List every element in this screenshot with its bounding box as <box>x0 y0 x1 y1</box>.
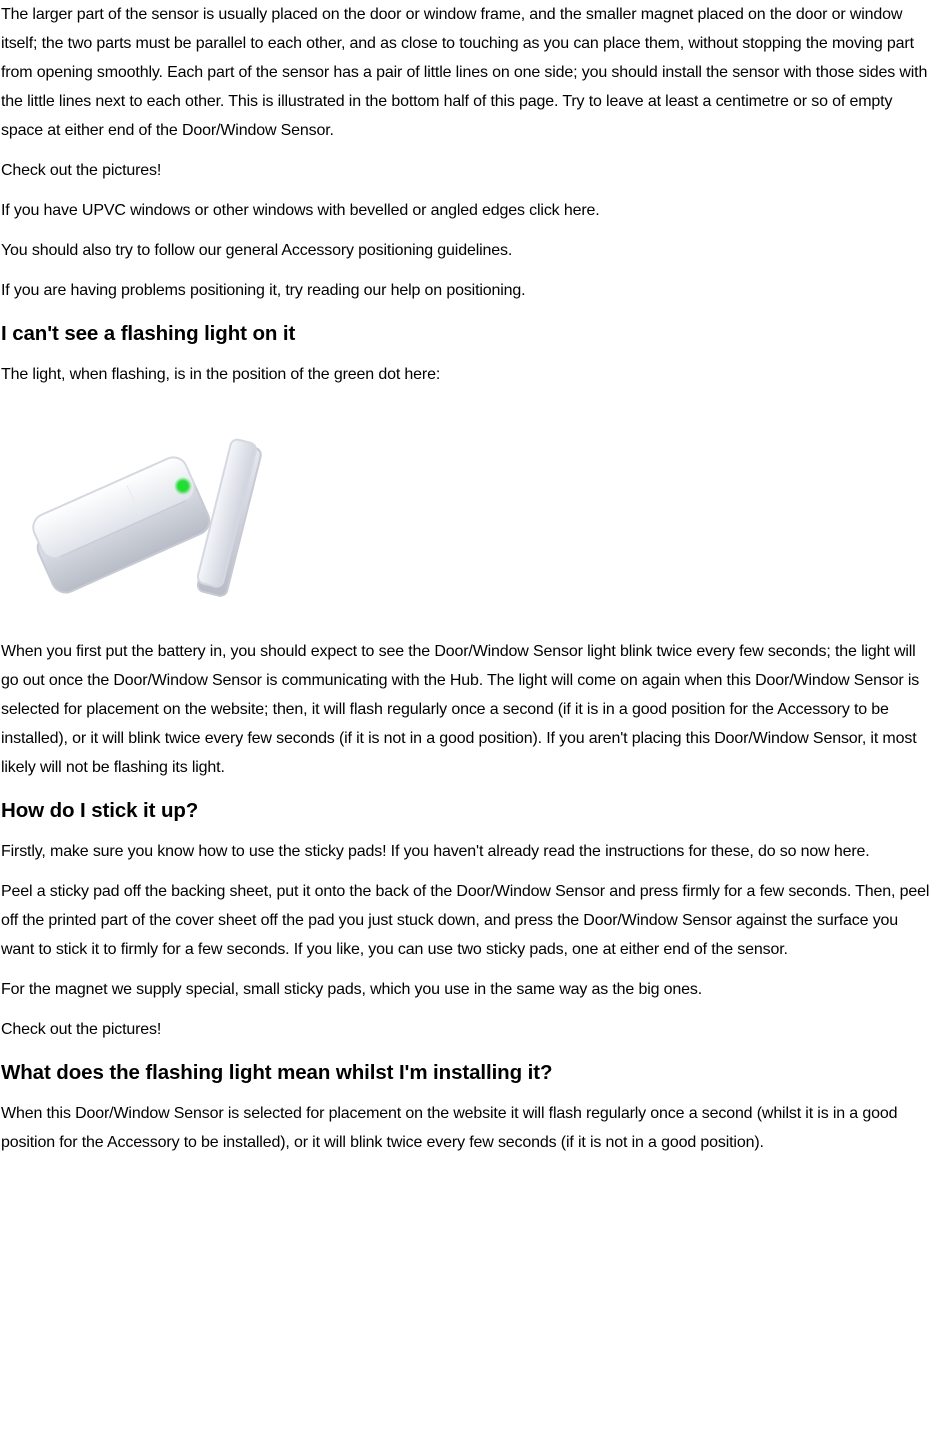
peel-sticky-pad-paragraph: Peel a sticky pad off the backing sheet, put it onto the back of the Door/Window Sensor and press firmly for a few seconds. Then, peel off the printed part of the cover sheet off the pad you just stuck down, and press the Door/Window Sensor against the surface you want to stick it to firmly for a few seconds. If you like, you can use two sticky pads, one at either end of the sensor. <box>1 883 930 958</box>
upvc-windows-text: If you have UPVC windows or other windows with bevelled or angled edges click here. <box>1 202 600 219</box>
check-pictures-text: Check out the pictures! <box>1 162 162 179</box>
magnet-pads-text: For the magnet we supply special, small sticky pads, which you use in the same way as the big ones. <box>1 981 703 998</box>
intro-paragraph: The larger part of the sensor is usually placed on the door or window frame, and the smaller magnet placed on the door or window itself; the two parts must be parallel to each other, and as close to touching as you can place them, without stopping the moving part from opening smoothly. Each part of the sensor has a pair of little lines on one side; you should install the sensor with those sides with the little lines next to each other. This is illustrated in the bottom half of this page. Try to leave at least a centimetre or so of empty space at either end of the Door/Window Sensor. <box>1 6 928 139</box>
heading-stick-it-up: How do I stick it up? <box>1 799 199 822</box>
sticky-pads-intro-text: Firstly, make sure you know how to use the sticky pads! If you haven't already read the instructions for these, do so now here. <box>1 843 870 860</box>
heading-flashing-light-meaning: What does the flashing light mean whilst I'm installing it? <box>1 1061 553 1084</box>
light-position-text: The light, when flashing, is in the position of the green dot here: <box>1 366 441 383</box>
heading-flashing-light: I can't see a flashing light on it <box>1 322 296 345</box>
positioning-help-text: If you are having problems positioning it, try reading our help on positioning. <box>1 282 526 299</box>
sensor-image <box>21 411 289 611</box>
door-window-sensor-illustration-icon <box>21 411 271 611</box>
check-pictures-text-2: Check out the pictures! <box>1 1021 162 1038</box>
flashing-meaning-paragraph: When this Door/Window Sensor is selected for placement on the website it will flash regularly once a second (whilst it is in a good position for the Accessory to be installed), or it will blink twice every few seconds (if it is not in a good position). <box>1 1105 898 1151</box>
positioning-guidelines-text: You should also try to follow our general Accessory positioning guidelines. <box>1 242 513 259</box>
battery-light-paragraph: When you first put the battery in, you should expect to see the Door/Window Sensor light blink twice every few seconds; the light will go out once the Door/Window Sensor is communicating with the Hub. The light will come on again when this Door/Window Sensor is selected for placement on the website; then, it will flash regularly once a second (if it is in a good position for the Accessory to be installed), or it will blink twice every few seconds (if it is not in a good position). If you aren't placing this Door/Window Sensor, it most likely will not be flashing its light. <box>1 643 920 776</box>
